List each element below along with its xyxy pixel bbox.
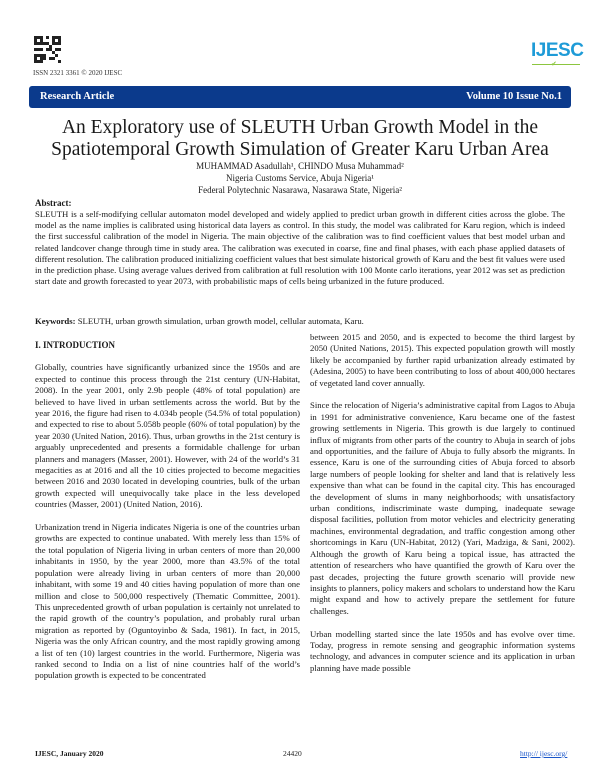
paragraph: Since the relocation of Nigeria’s administrative capital from Lagos to Abuja in 1991 for administrative convenience, Karu became one of the fastest growing settlements in Nigeria. This growth is due largely to continued influx of migrants from other parts of the country to Abuja in search of jobs and opportunities, and the failure of Abuja to fully absorb the migrants. In essence, Karu is one of the surrounding cities of Abuja forced to absorb large numbers of people looking for shelter and land that is relatively less expensive than what can be found in the capital city. This has encouraged the development of slums in many neighborhoods; with unsatisfactory urban conditions, indiscriminate waste dumping, inadequate sewage disposal facilities, pollution from motor vehicles and electricity generating machines, environmental degradation, and traffic congestion among other shortcomings in Karu (UN-Habitat, 2012) (Yari, Madziga, & Sani, 2002). Although the growth of Karu being a topical issue, has attracted the attention of researchers who have quantified the growth of Karu over the past decades, projecting the future growth scenario will provide new insights to planners, policy makers and scholars to understand how the Karu might expand and how to actively prepare the settlement for future challenges. (310, 400, 575, 616)
keywords (35, 316, 565, 326)
journal-link[interactable]: http:// ijesc.org/ (520, 749, 568, 758)
keywords-list: SLEUTH, urban growth simulation, urban growth model, cellular automata, Karu. (75, 316, 364, 326)
left-column (35, 340, 300, 693)
affiliation-1: Nigeria Customs Service, Abuja Nigeria¹ (226, 173, 374, 183)
logo-underline (532, 64, 580, 65)
footer-journal-date: IJESC, January 2020 (35, 749, 104, 758)
paper-title (30, 117, 570, 161)
section-heading: I. INTRODUCTION (35, 340, 116, 350)
qr-code-icon (34, 36, 61, 63)
article-type: Research Article (40, 91, 115, 102)
volume-issue: Volume 10 Issue No.1 (466, 91, 562, 102)
journal-logo (531, 40, 584, 71)
abstract-heading: Abstract: (35, 198, 72, 208)
page-number: 24420 (283, 749, 302, 758)
title-line-1: An Exploratory use of SLEUTH Urban Growth Model in the (61, 117, 539, 138)
author-block (30, 160, 570, 196)
abstract-text: SLEUTH is a self-modifying cellular automaton model developed and widely applied to predict urban growth in different cities across the globe. The model as the name implies is calibrated using historical data layers as control. In this study, the model was calibrated for Karu region, which is indeed the first successful calibration of the model in Nigeria. The main objective of the calibration was to find coefficient values that best model urban and related landcover change through time in study area. The calibration was executed in coarse, fine and final phases, with each phase applied datasets of different resolution. The calibration produced initializing coefficient values that best simulate historical growth of Karu and the best fit values were used in the prediction phase. Using average values derived from calibration at full resolution with 100 Monte carlo iterations, year 2012 was set as prediction start date and growth forecasted to year 2073, with probabilistic maps of cells being urbanized in the future produced. (35, 209, 565, 287)
paragraph: Globally, countries have significantly urbanized since the 1950s and are expected to continue this process through the 21st century (UN-Habitat, 2008). In the year 2001, only 2.9b people (48% of total population) are believed to have lived in urban settlements across the world. But by the year 2016, the figure had risen to 4.034b people (54.5% of total population) and expected to rise to about 5.058b people (60% of total population) by the year 2030 (United Nation, 2016). Thus, urban growths in the 21st century is arguably unprecedented and presents a formidable challenge for urban planners and managers (Masser, 2001). However, with 24 of the world’s 31 megacities as at 2016 and all the 10 cities projected to become megacities between 2016 and 2030 located in developing countries, bulk of the urban growth expected will unequivocally take place in the less developed countries (Masser, 2001) (United Nation, 2016). (35, 362, 300, 510)
title-line-2: Spatiotemporal Growth Simulation of Greater Karu Urban Area (51, 139, 549, 160)
paragraph: Urbanization trend in Nigeria indicates Nigeria is one of the countries urban growths are expected to continue unabated. With merely less than 15% of the total population of Nigeria living in urban centers of more than 20,000 inhabitants in 1950, by the year 2000, more than 43.5% of the total population were already living in urban centers of more than 20,000 inhabitant, with some 19 and 40 cities having population of more than one million and close to 500,000 respectively (Thematic Committee, 2001). This unprecedented growth of urban population is certainly not unrelated to the rapid growth of the country’s population, and probably rural urban migration as reported by (Oguntoyinbo & Sada, 1981). In fact, in 2015, Nigeria was the only African country, and the most rapidly growing among a list of ten (10) largest countries in the world. Furthermore, Nigeria was ranked second to India on a list of nine countries half of the world’s population growth is expected to be concentrated (35, 522, 300, 681)
paragraph: Urban modelling started since the late 1950s and has evolve over time. Today, progress in remote sensing and geographic information systems technology, and advances in computer science and its application in urban planning have made possible (310, 628, 575, 673)
paragraph: between 2015 and 2050, and is expected to become the third largest by 2050 (United Nations, 2015). This expected population growth will mostly likely be accompanied by further rapid urbanization already estimated by (Adesina, 2005) to have been contributing to loss of about 400,000 hectares of vegetated land cover annually. (310, 332, 575, 388)
affiliation-2: Federal Polytechnic Nasarawa, Nasarawa State, Nigeria² (198, 185, 402, 195)
authors: MUHAMMAD Asadullah¹, CHINDO Musa Muhammad² (196, 161, 404, 171)
right-column (310, 332, 575, 686)
logo-text: IJESC (531, 40, 584, 61)
keywords-label: Keywords: (35, 316, 76, 326)
article-banner (29, 86, 571, 108)
issn-copyright: ISSN 2321 3361 © 2020 IJESC (33, 69, 123, 77)
